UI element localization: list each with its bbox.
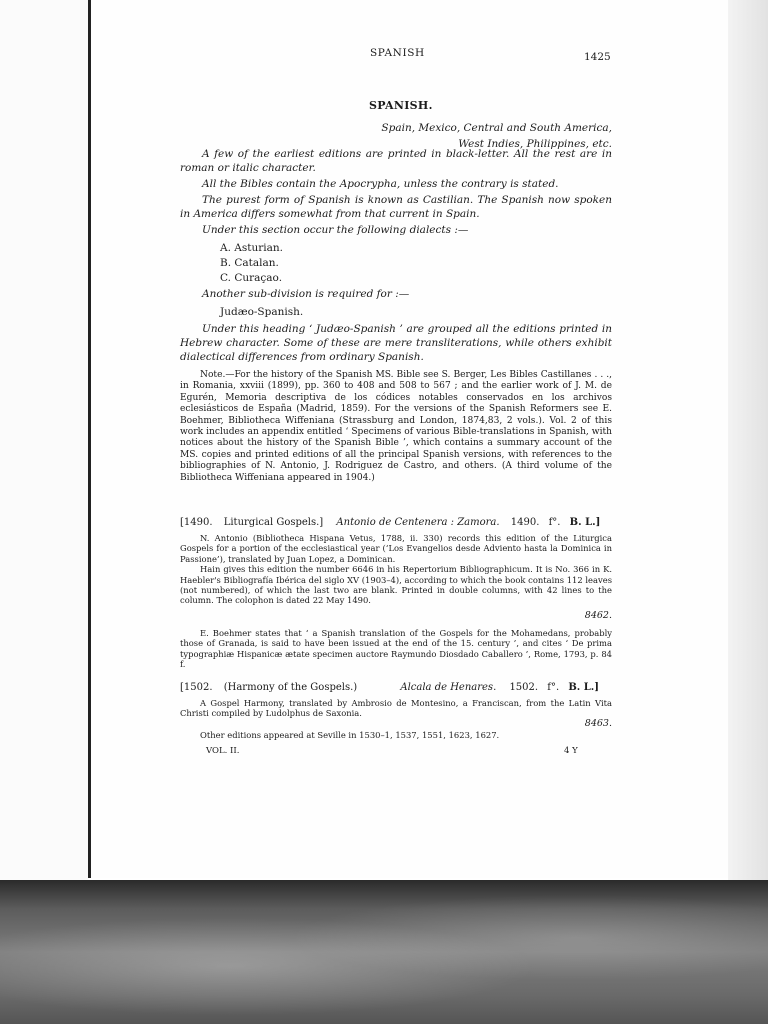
scanner-bed-background [0,880,768,1024]
entry-paragraph: Hain gives this edition the number 6646 in his Repertorium Bibliographicum. It is No. 366 in K. Haebler's Bibliografía Ibérica del siglo XV (1903–4), according to which the book contains 112 leaves (not numbered), of which the last two are blank. Printed in double columns, with 42 lines to the column. The colophon is dated 22 May 1490. [180,564,612,606]
entry-body-1490-continued [180,628,612,670]
entry-paragraph: E. Boehmer states that ‘ a Spanish translation of the Gospels for the Mohamedans, probably those of Granada, is said to have been issued at the end of the 15. century ’, and cites ‘ De prima typographiæ Hispanicæ ætate specimen auctore Raymundo Diosdado Caballero ’, Rome, 1793, p. 84 f. [180,628,612,670]
dialect-item: A. Asturian. [220,242,283,254]
note-text: Note.—For the history of the Spanish MS. Bible see S. Berger, Les Bibles Castillanes . . ., in Romania, xxviii (1899), pp. 360 to 408 and 508 to 567 ; and the earlier work of J. M. de Egurén, Memoria descriptiva de los códices notables conservados en los archivos eclesiásticos de España (Madrid, 1859). For the versions of the Spanish Reformers see E. Boehmer, Bibliotheca Wiffeniana (Strassburg and London, 1874,83, 2 vols.). Vol. 2 of this work includes an appendix entitled ‘ Specimens of various Bible-translations in Spanish, with notices about the history of the Spanish Bible ’, which contains a summary account of the MS. copies and printed editions of all the principal Spanish versions, with references to the bibliographies of N. Antonio, J. Rodriguez de Castro, and others. (A third volume of the Bibliotheca Wiffeniana appeared in 1904.) [180,370,612,483]
entry-work: (Harmony of the Gospels.) [223,682,358,693]
dialect-item: C. Curaçao. [220,272,283,284]
subtitle-line-1: Spain, Mexico, Central and South America, [381,122,612,134]
bibliographic-note [180,370,612,484]
intro-paragraphs [180,147,612,239]
footer-volume: VOL. II. [206,746,240,756]
catalogue-number: 8463. [584,718,612,729]
entry-type: B. L.] [568,682,600,693]
entry-paragraph: N. Antonio (Bibliotheca Hispana Vetus, 1788, ii. 330) records this edition of the Liturgica Gospels for a portion of the ecclesiastical year (‘Los Evangelios desde Adviento hasta la Dominica in Passione’), translated by Juan Lopez, a Dominican. [180,533,612,564]
dialect-item: B. Catalan. [220,257,279,269]
entry-body-1502 [180,698,612,719]
judaeo-note: Under this heading ‘ Judæo-Spanish ’ are grouped all the editions printed in Hebrew character. Some of these are mere transliterations, while others exhibit dialectical differences from ordinary Spanish. [180,323,612,363]
intro-paragraph-4: Under this section occur the following dialects :— [202,224,469,236]
intro-paragraph-1: A few of the earliest editions are printed in black-letter. All the rest are in roman or italic character. [180,148,612,174]
dialect-list [220,241,283,286]
entry-printer: Alcala de Henares. [400,682,497,693]
entry-paragraph: Other editions appeared at Seville in 1530–1, 1537, 1551, 1623, 1627. [200,730,500,740]
footer-signature: 4 Y [564,746,578,756]
section-title: SPANISH. [369,99,433,112]
entry-heading-1502 [180,682,612,693]
entry-date: [1490. [180,517,213,528]
entry-body-1490 [180,533,612,606]
entry-body-1502-continued [180,730,612,740]
subdivision-label: Another sub-division is required for :— [202,288,410,300]
entry-year: 1502. [509,682,539,693]
scan-left-margin [0,0,88,885]
running-head: SPANISH [370,47,425,59]
intro-paragraph-3: The purest form of Spanish is known as Castilian. The Spanish now spoken in America differs somewhat from that current in Spain. [180,194,612,220]
entry-heading-1490 [180,517,612,528]
subdivision-label-wrap [180,287,612,303]
intro-paragraph-2: All the Bibles contain the Apocrypha, unless the contrary is stated. [202,178,559,190]
subtitle-line-2: West Indies, Philippines, etc. [458,138,612,150]
page-number: 1425 [584,51,611,63]
entry-format: f°. [548,517,561,528]
entry-paragraph: A Gospel Harmony, translated by Ambrosio de Montesino, a Franciscan, from the Latin Vita Christi compiled by Ludolphus de Saxonia. [180,698,612,719]
entry-printer: Antonio de Centenera : Zamora. [336,517,500,528]
entry-year: 1490. [510,517,540,528]
subdivision-item: Judæo-Spanish. [220,306,304,318]
entry-work: Liturgical Gospels.] [223,517,324,528]
judaeo-note-wrap [180,322,612,364]
entry-type: B. L.] [569,517,601,528]
entry-date: [1502. [180,682,213,693]
entry-format: f°. [547,682,560,693]
catalogue-number: 8462. [584,610,612,621]
page-edge-shadow [728,0,768,885]
